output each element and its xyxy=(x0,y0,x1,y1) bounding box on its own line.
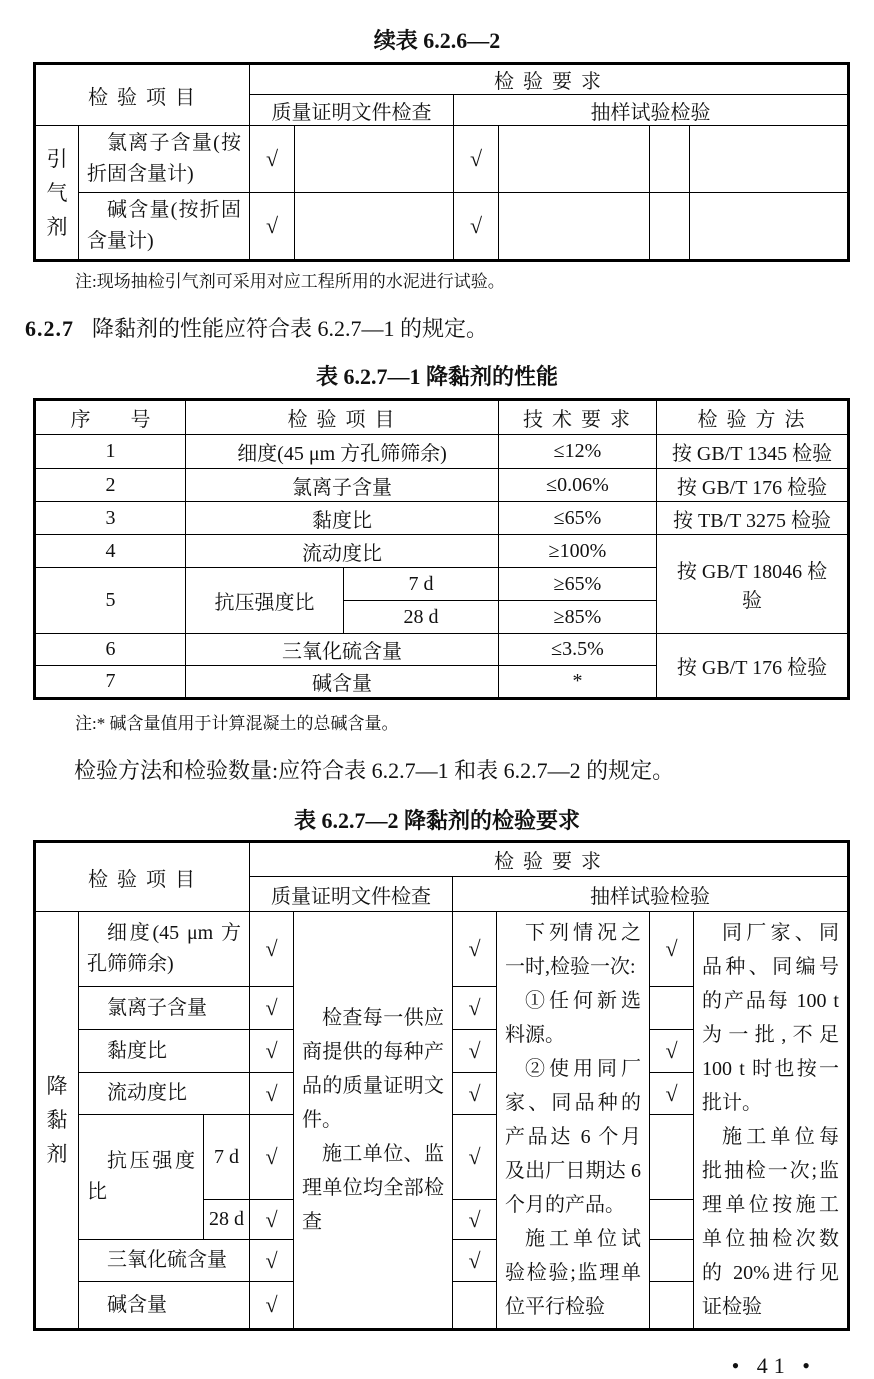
header-row-1 xyxy=(35,64,849,95)
clause-text: 降黏剂的性能应符合表 6.2.7—1 的规定。 xyxy=(92,316,489,341)
check-mark: √ xyxy=(250,1115,294,1200)
check-mark: √ xyxy=(453,1200,497,1240)
item-cell: 三氧化硫含量 xyxy=(186,634,499,666)
item-cell: 流动度比 xyxy=(186,535,499,568)
check-mark xyxy=(650,1240,694,1282)
check-mark: √ xyxy=(453,1030,497,1073)
no-cell: 1 xyxy=(35,435,186,469)
item-cell: 碱含量 xyxy=(79,1282,250,1330)
no-cell: 5 xyxy=(35,568,186,634)
empty-cell xyxy=(295,126,454,193)
check-mark: √ xyxy=(250,987,294,1030)
check-mark: √ xyxy=(250,912,294,987)
requirement-cell: * xyxy=(499,666,657,699)
header-requirement: 技 术 要 求 xyxy=(499,400,657,435)
table-note: 注:现场抽检引气剂可采用对应工程所用的水泥进行试验。 xyxy=(75,272,505,291)
continued-table-6-2-6-2 xyxy=(33,62,850,262)
table-row xyxy=(35,634,849,666)
group-label: 降黏剂 xyxy=(46,1074,68,1166)
item-cell: 碱含量 xyxy=(186,666,499,699)
sampling-condition-paragraph: ①任何新选料源。 xyxy=(505,990,641,1046)
item-cell: 三氧化硫含量 xyxy=(79,1240,250,1282)
table-row xyxy=(35,435,849,469)
method-cell: 按 GB/T 1345 检验 xyxy=(657,435,849,469)
no-cell: 6 xyxy=(35,634,186,666)
group-label-cell xyxy=(35,912,79,1330)
empty-cell xyxy=(690,126,849,193)
empty-cell xyxy=(295,193,454,261)
check-mark: √ xyxy=(453,1240,497,1282)
sampling-condition-paragraph: 施工单位试验检验;监理单位平行检验 xyxy=(505,1228,641,1318)
perf-table-title: 表 6.2.7—1 降黏剂的性能 xyxy=(315,364,558,389)
header-row-1 xyxy=(35,842,849,877)
check-mark: √ xyxy=(250,1282,294,1330)
requirement-cell: ≤0.06% xyxy=(499,469,657,502)
requirement-cell: ≥85% xyxy=(499,601,657,634)
no-cell: 2 xyxy=(35,469,186,502)
check-mark: √ xyxy=(453,912,497,987)
item-cell: 碱含量(按折固含量计) xyxy=(79,193,250,261)
continued-table-title: 续表 6.2.6—2 xyxy=(373,28,501,53)
clause-6-2-7 xyxy=(25,314,874,344)
check-mark: √ xyxy=(453,1115,497,1200)
header-sampling-check: 抽样试验检验 xyxy=(454,95,849,126)
item-cell: 流动度比 xyxy=(79,1073,250,1115)
method-cell-merged: 按 GB/T 176 检验 xyxy=(657,634,849,699)
header-requirement: 检 验 要 求 xyxy=(250,64,849,95)
check-mark: √ xyxy=(454,193,499,261)
empty-cell xyxy=(650,193,690,261)
header-row xyxy=(35,400,849,435)
doc-check-paragraph: 检查每一供应商提供的每种产品的质量证明文件。 xyxy=(302,1007,444,1131)
item-cell: 细度(45 μm 方孔筛筛余) xyxy=(79,912,250,987)
header-no: 序 号 xyxy=(35,400,186,435)
check-mark: √ xyxy=(650,1073,694,1115)
item-cell: 黏度比 xyxy=(186,502,499,535)
item-cell: 氯离子含量(按折固含量计) xyxy=(79,126,250,193)
table-row xyxy=(35,912,849,987)
header-requirement: 检 验 要 求 xyxy=(250,842,849,877)
item-cell: 抗压强度比 xyxy=(186,568,344,634)
empty-cell xyxy=(499,193,650,261)
check-mark: √ xyxy=(250,1030,294,1073)
header-item-col: 检 验 项 目 xyxy=(35,64,250,126)
age-cell: 7 d xyxy=(344,568,499,601)
sampling-condition-paragraph: 下列情况之一时,检验一次: xyxy=(505,922,641,978)
empty-cell xyxy=(690,193,849,261)
item-cell: 抗压强度比 xyxy=(79,1115,204,1240)
check-mark xyxy=(453,1282,497,1330)
header-method: 检 验 方 法 xyxy=(657,400,849,435)
header-item: 检 验 项 目 xyxy=(186,400,499,435)
check-mark: √ xyxy=(250,1073,294,1115)
method-cell: 按 GB/T 176 检验 xyxy=(657,469,849,502)
check-mark: √ xyxy=(453,987,497,1030)
header-item-col: 检 验 项 目 xyxy=(35,842,250,912)
check-mark: √ xyxy=(650,1030,694,1073)
table-row xyxy=(35,126,849,193)
check-mark xyxy=(650,1200,694,1240)
check-mark xyxy=(650,987,694,1030)
item-cell: 氯离子含量 xyxy=(186,469,499,502)
table-note: 注:* 碱含量值用于计算混凝土的总碱含量。 xyxy=(75,714,399,733)
item-cell: 黏度比 xyxy=(79,1030,250,1073)
empty-cell xyxy=(499,126,650,193)
group-label-cell xyxy=(35,126,79,261)
header-doc-check: 质量证明文件检查 xyxy=(250,95,454,126)
check-mark: √ xyxy=(250,126,295,193)
age-cell: 7 d xyxy=(204,1115,250,1200)
check-mark: √ xyxy=(453,1073,497,1115)
requirement-cell: ≥100% xyxy=(499,535,657,568)
check-mark: √ xyxy=(454,126,499,193)
table-row xyxy=(35,502,849,535)
clause-number: 6.2.7 xyxy=(25,316,74,341)
requirement-cell: ≤65% xyxy=(499,502,657,535)
no-cell: 3 xyxy=(35,502,186,535)
table-row xyxy=(35,535,849,568)
requirement-table-6-2-7-2 xyxy=(33,840,850,1331)
sampling-batch-paragraph: 同厂家、同品种、同编号的产品每 100 t 为一批,不足 100 t 时也按一批计。 xyxy=(702,922,839,1114)
sampling-condition-paragraph: ②使用同厂家、同品种的产品达 6 个月及出厂日期达 6 个月的产品。 xyxy=(505,1058,641,1216)
no-cell: 7 xyxy=(35,666,186,699)
check-mark: √ xyxy=(250,1200,294,1240)
check-mark: √ xyxy=(250,1240,294,1282)
page-number: • 41 • xyxy=(731,1353,816,1378)
requirement-cell: ≥65% xyxy=(499,568,657,601)
sampling-batch-paragraph: 施工单位每批抽检一次;监理单位按施工单位抽检次数的 20%进行见证检验 xyxy=(702,1126,839,1318)
item-cell: 细度(45 μm 方孔筛筛余) xyxy=(186,435,499,469)
empty-cell xyxy=(650,126,690,193)
header-doc-check: 质量证明文件检查 xyxy=(250,877,453,912)
req-table-title: 表 6.2.7—2 降黏剂的检验要求 xyxy=(293,808,580,833)
item-cell: 氯离子含量 xyxy=(79,987,250,1030)
age-cell: 28 d xyxy=(344,601,499,634)
age-cell: 28 d xyxy=(204,1200,250,1240)
method-cell-merged: 按 GB/T 18046 检验 xyxy=(657,535,849,634)
check-mark: √ xyxy=(250,193,295,261)
table-row xyxy=(35,469,849,502)
method-cell: 按 TB/T 3275 检验 xyxy=(657,502,849,535)
performance-table-6-2-7-1 xyxy=(33,398,850,700)
group-label: 引气剂 xyxy=(46,146,68,239)
requirement-cell: ≤12% xyxy=(499,435,657,469)
doc-check-text-cell xyxy=(294,912,453,1330)
no-cell: 4 xyxy=(35,535,186,568)
check-mark xyxy=(650,1115,694,1200)
check-mark: √ xyxy=(650,912,694,987)
method-quantity-paragraph: 检验方法和检验数量:应符合表 6.2.7—1 和表 6.2.7—2 的规定。 xyxy=(74,758,675,783)
doc-check-paragraph: 施工单位、监理单位均全部检查 xyxy=(302,1143,444,1233)
requirement-cell: ≤3.5% xyxy=(499,634,657,666)
check-mark xyxy=(650,1282,694,1330)
sampling-condition-text-cell xyxy=(497,912,650,1330)
header-sampling-check: 抽样试验检验 xyxy=(453,877,849,912)
table-row xyxy=(35,193,849,261)
sampling-batch-text-cell xyxy=(694,912,849,1330)
